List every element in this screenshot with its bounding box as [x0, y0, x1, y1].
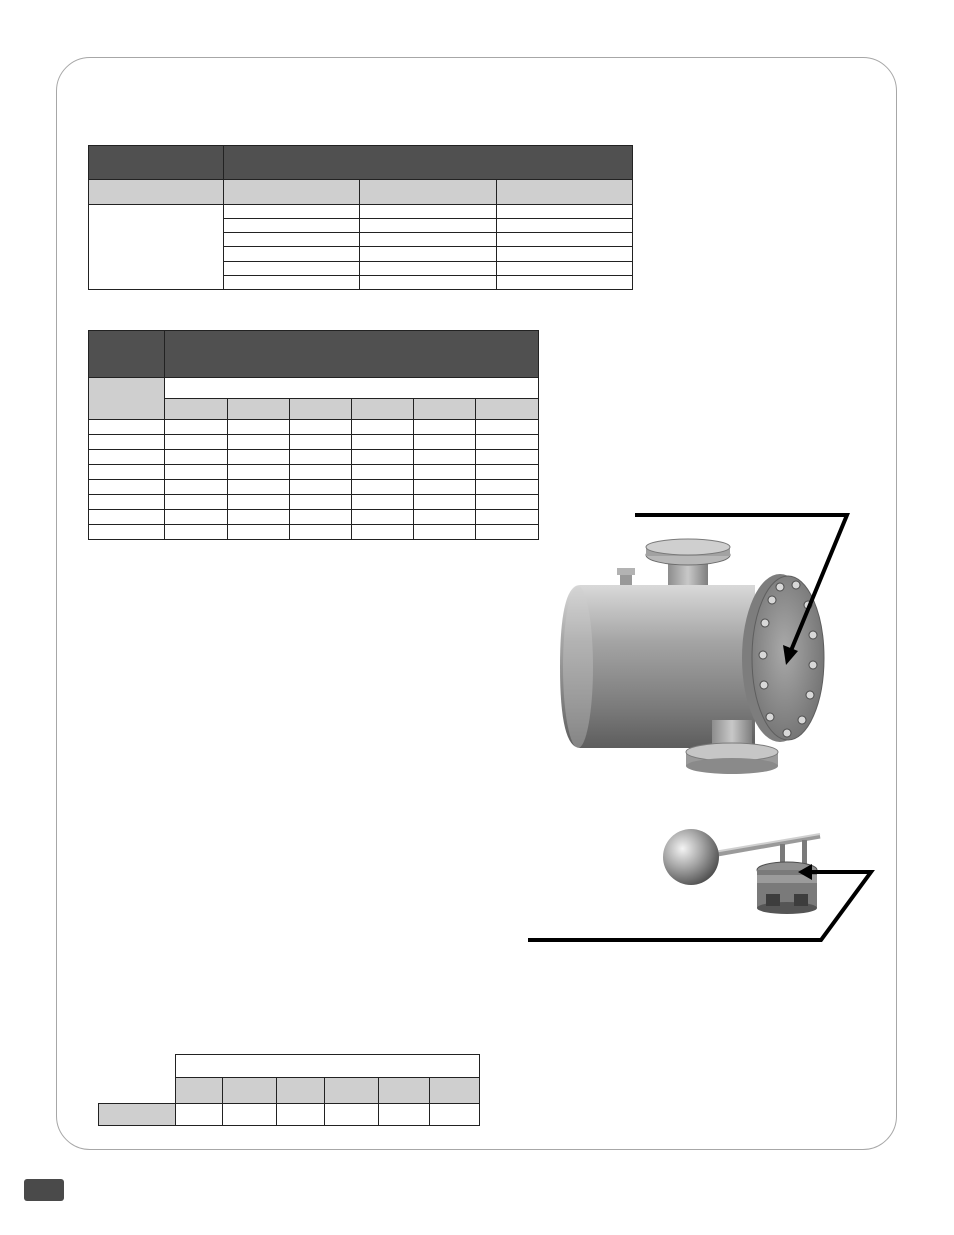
bottom-cell	[325, 1104, 379, 1126]
spec-header-left	[89, 146, 224, 180]
size-subheader-span	[165, 378, 539, 399]
strainer-photo	[540, 505, 870, 780]
bottom-col-header	[325, 1078, 379, 1104]
bottom-cell	[379, 1104, 430, 1126]
size-cell	[165, 525, 228, 540]
spec-cell	[224, 276, 360, 290]
size-cell	[228, 480, 290, 495]
bottom-cell	[277, 1104, 325, 1126]
spec-cell	[224, 262, 360, 276]
size-subheader-left	[89, 378, 165, 420]
size-cell	[352, 450, 414, 465]
size-header-left	[89, 331, 165, 378]
size-table	[88, 330, 539, 540]
bottom-col-header	[223, 1078, 277, 1104]
size-cell	[228, 495, 290, 510]
size-cell	[414, 495, 476, 510]
size-cell	[165, 480, 228, 495]
spec-cell	[360, 233, 496, 247]
bottom-col-header	[277, 1078, 325, 1104]
spec-subheader	[89, 180, 224, 205]
size-cell	[414, 450, 476, 465]
size-cell	[228, 510, 290, 525]
spec-cell	[496, 262, 632, 276]
float-assembly-photo	[526, 820, 876, 950]
size-cell	[352, 480, 414, 495]
size-col-header	[414, 399, 476, 420]
size-cell	[476, 420, 539, 435]
size-cell	[352, 420, 414, 435]
size-cell	[290, 495, 352, 510]
bottom-table	[98, 1054, 480, 1126]
size-cell	[165, 465, 228, 480]
size-cell	[414, 510, 476, 525]
size-cell	[352, 525, 414, 540]
spec-cell	[224, 247, 360, 262]
bottom-col-header	[176, 1078, 223, 1104]
spec-table	[88, 145, 633, 290]
size-col-header	[290, 399, 352, 420]
bottom-header-span	[176, 1055, 480, 1078]
size-cell	[352, 435, 414, 450]
size-cell	[476, 450, 539, 465]
size-cell	[290, 525, 352, 540]
page-number-tab	[24, 1179, 64, 1201]
spec-cell	[360, 247, 496, 262]
bottom-cell	[176, 1104, 223, 1126]
size-cell	[414, 420, 476, 435]
size-col-header	[352, 399, 414, 420]
size-cell	[165, 495, 228, 510]
size-cell	[290, 465, 352, 480]
size-cell	[414, 480, 476, 495]
size-cell	[476, 525, 539, 540]
bottom-row-label	[99, 1104, 176, 1126]
size-row-label	[89, 480, 165, 495]
size-cell	[414, 435, 476, 450]
spec-subheader	[496, 180, 632, 205]
spec-cell	[360, 262, 496, 276]
spec-cell	[224, 205, 360, 219]
spec-cell	[496, 276, 632, 290]
bottom-blank-cell	[99, 1055, 176, 1078]
spec-subheader	[360, 180, 496, 205]
size-header-right	[165, 331, 539, 378]
spec-cell	[496, 219, 632, 233]
bottom-cell	[223, 1104, 277, 1126]
size-col-header	[228, 399, 290, 420]
size-cell	[228, 465, 290, 480]
spec-cell	[360, 219, 496, 233]
size-cell	[290, 435, 352, 450]
size-cell	[228, 525, 290, 540]
spec-row-label	[89, 205, 224, 290]
spec-header-right	[224, 146, 633, 180]
spec-cell	[496, 205, 632, 219]
spec-cell	[224, 219, 360, 233]
size-cell	[165, 450, 228, 465]
bottom-col-header	[379, 1078, 430, 1104]
spec-cell	[360, 276, 496, 290]
bottom-cell	[430, 1104, 480, 1126]
size-cell	[165, 435, 228, 450]
size-cell	[476, 495, 539, 510]
size-cell	[476, 465, 539, 480]
size-row-label	[89, 420, 165, 435]
size-col-header	[476, 399, 539, 420]
size-cell	[352, 465, 414, 480]
size-cell	[290, 450, 352, 465]
size-cell	[476, 435, 539, 450]
size-cell	[414, 465, 476, 480]
size-cell	[352, 495, 414, 510]
spec-subheader	[224, 180, 360, 205]
spec-cell	[360, 205, 496, 219]
size-row-label	[89, 495, 165, 510]
size-row-label	[89, 465, 165, 480]
bottom-col-header	[430, 1078, 480, 1104]
bottom-blank-cell	[99, 1078, 176, 1104]
size-cell	[352, 510, 414, 525]
size-cell	[290, 420, 352, 435]
spec-cell	[496, 233, 632, 247]
size-cell	[476, 480, 539, 495]
spec-cell	[224, 233, 360, 247]
size-row-label	[89, 435, 165, 450]
size-row-label	[89, 450, 165, 465]
spec-cell	[496, 247, 632, 262]
size-cell	[290, 480, 352, 495]
size-cell	[165, 510, 228, 525]
size-cell	[165, 420, 228, 435]
size-cell	[414, 525, 476, 540]
size-row-label	[89, 510, 165, 525]
size-cell	[228, 420, 290, 435]
size-cell	[476, 510, 539, 525]
size-cell	[228, 450, 290, 465]
size-cell	[290, 510, 352, 525]
size-col-header	[165, 399, 228, 420]
size-row-label	[89, 525, 165, 540]
size-cell	[228, 435, 290, 450]
